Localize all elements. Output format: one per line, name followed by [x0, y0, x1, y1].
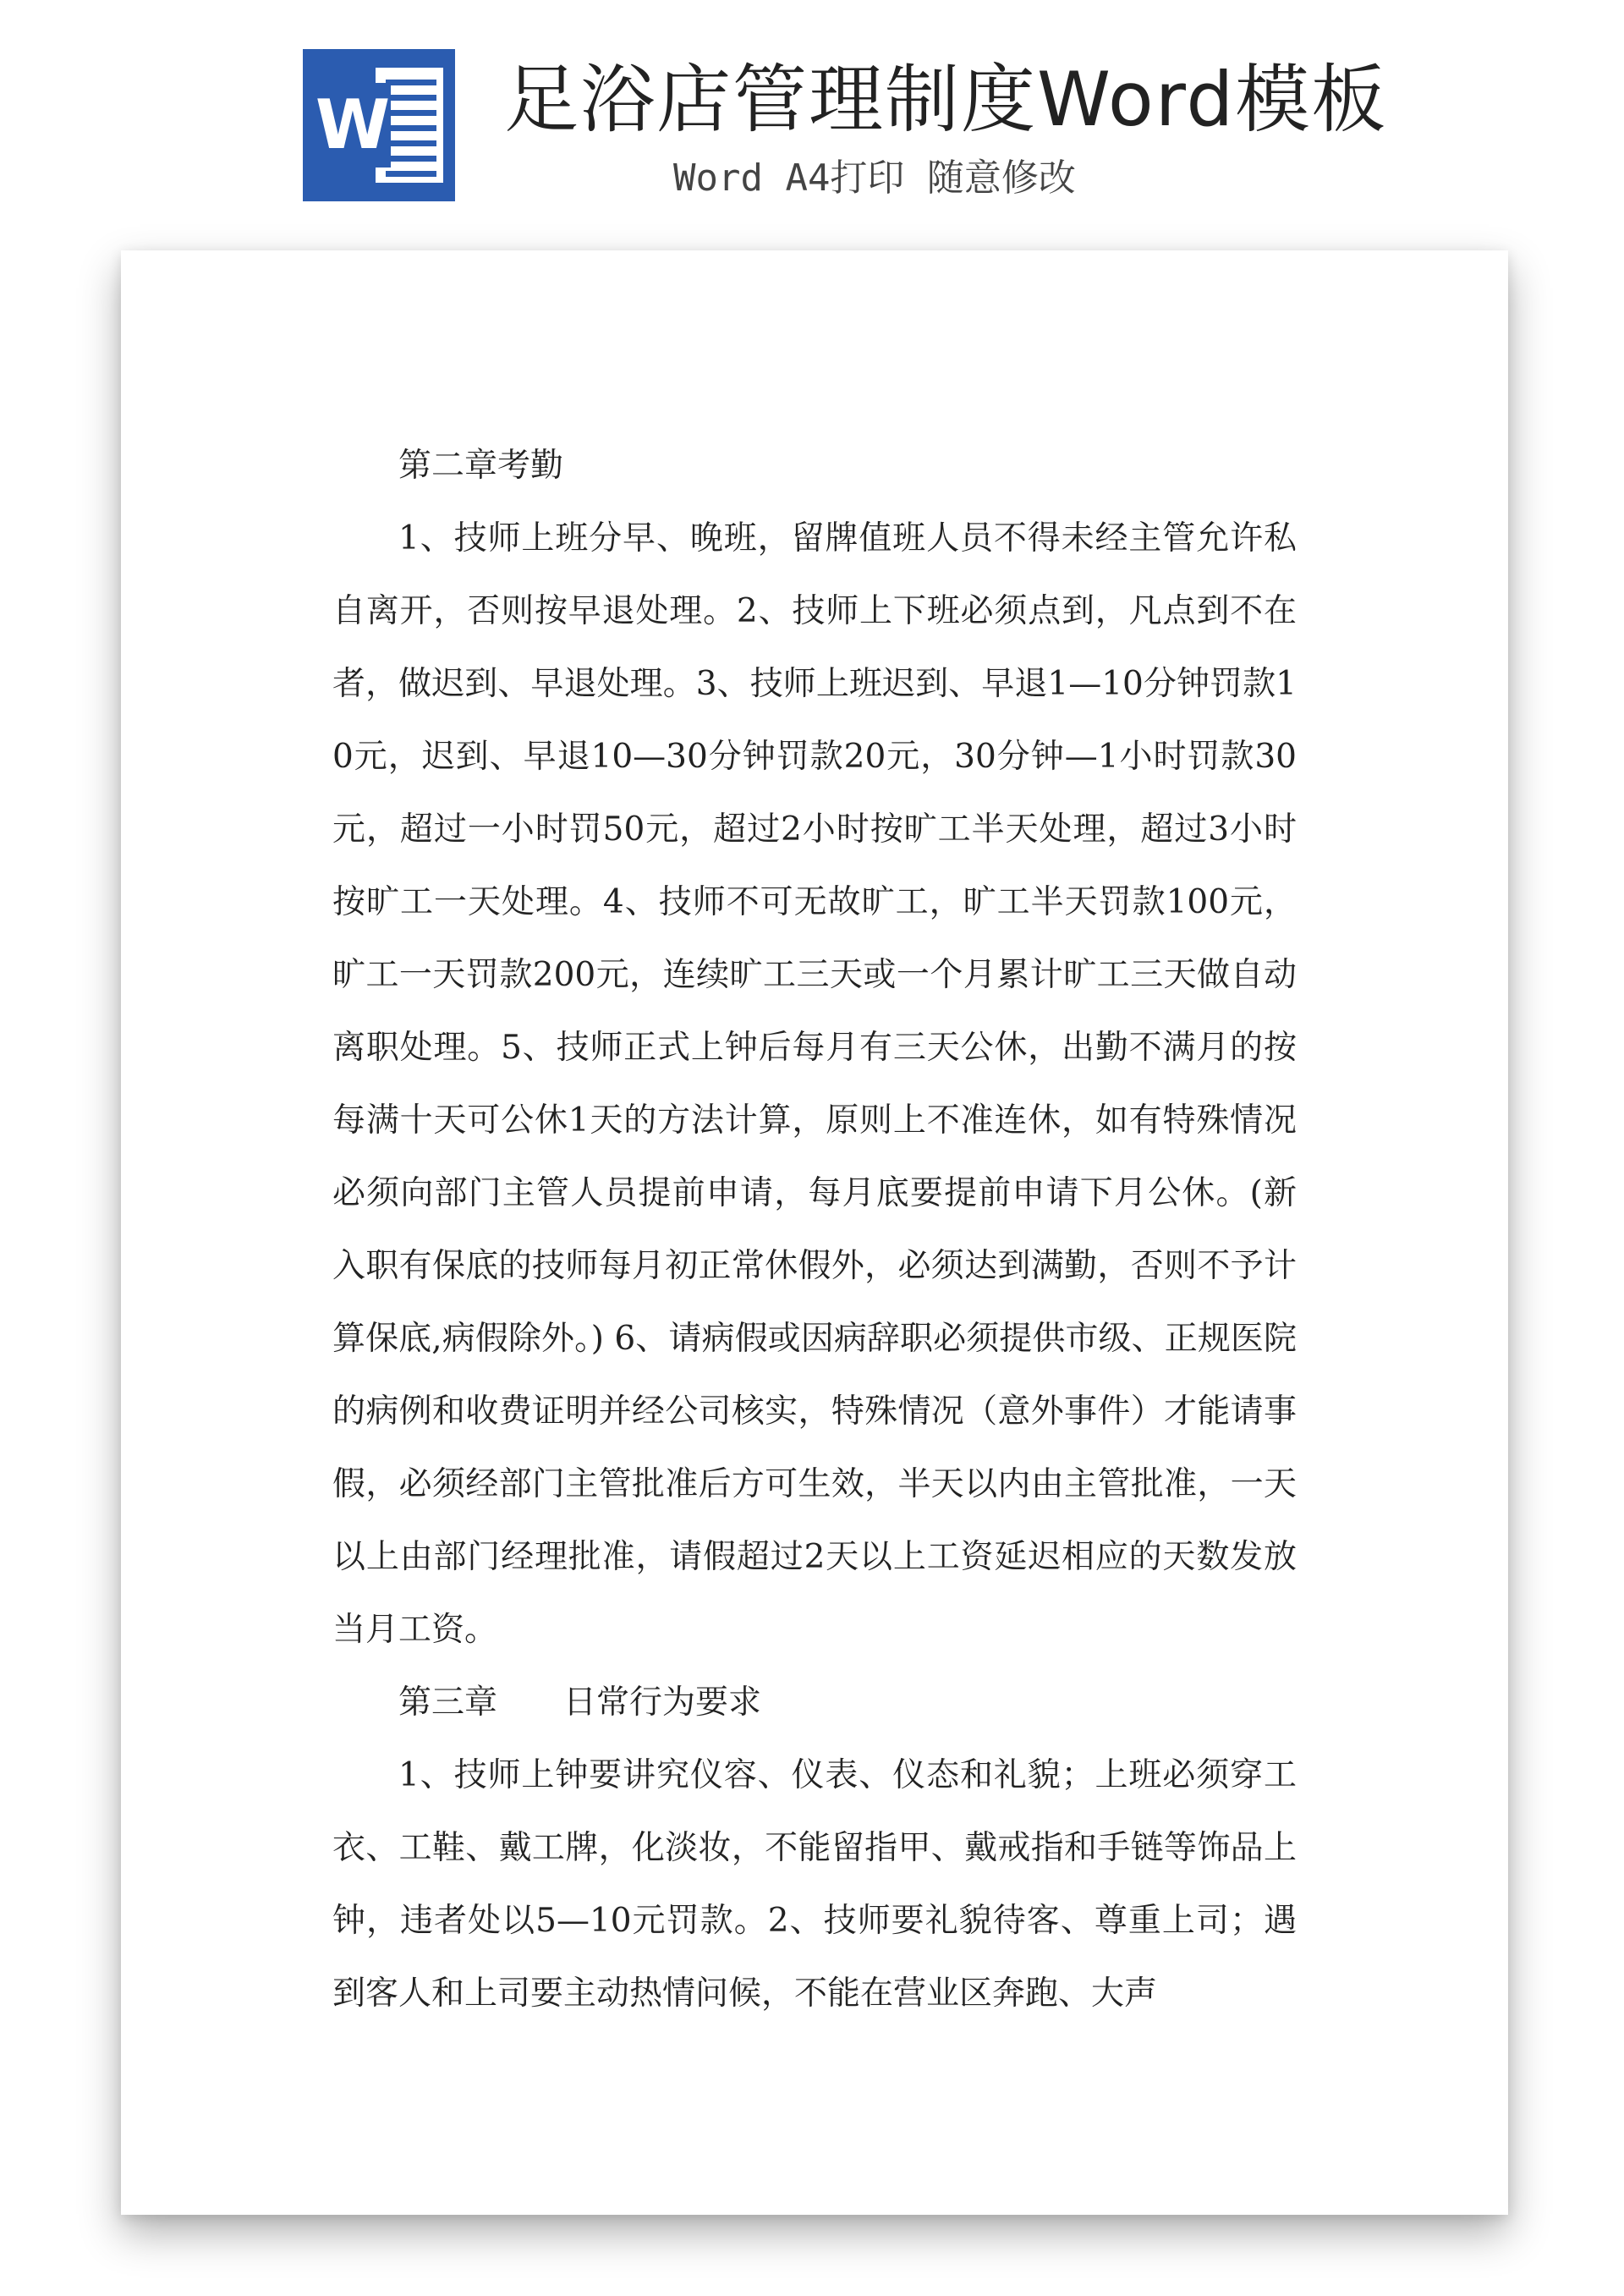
banner-title: 足浴店管理制度Word模板: [504, 56, 1388, 143]
document-body: [332, 430, 1297, 2030]
body-paragraph-attendance: 1、技师上班分早、晚班，留牌值班人员不得未经主管允许私自离开，否则按早退处理。2、技师上下班必须点到，凡点到不在者，做迟到、早退处理。3、技师上班迟到、早退1—10分钟罚款10元，迟到、早退10—30分钟罚款20元，30分钟—1小时罚款30元，超过一小时罚50元，超过2小时按旷工半天处理，超过3小时按旷工一天处理。4、技师不可无故旷工，旷工半天罚款100元，旷工一天罚款200元，连续旷工三天或一个月累计旷工三天做自动离职处理。5、技师正式上钟后每月有三天公休，出勤不满月的按每满十天可公休1天的方法计算，原则上不准连休，如有特殊情况必须向部门主管人员提前申请，每月底要提前申请下月公休。(新入职有保底的技师每月初正常休假外，必须达到满勤，否则不予计算保底,病假除外。) 6、请病假或因病辞职必须提供市级、正规医院的病例和收费证明并经公司核实，特殊情况（意外事件）才能请事假，必须经部门主管批准后方可生效，半天以内由主管批准，一天以上由部门经理批准，请假超过2天以上工资延迟相应的天数发放当月工资。: [332, 519, 1297, 1649]
template-banner: [0, 0, 1624, 228]
chapter-heading-daily-conduct: 第三章 日常行为要求: [398, 1684, 762, 1722]
banner-subtitle: Word A4打印 随意修改: [673, 157, 1076, 200]
chapter-heading-attendance: 第二章考勤: [398, 447, 564, 485]
word-document-icon: [303, 49, 455, 201]
word-logo-letter: W: [315, 83, 391, 168]
document-page: [121, 250, 1508, 2215]
body-paragraph-daily-conduct: 1、技师上钟要讲究仪容、仪表、仪态和礼貌；上班必须穿工衣、工鞋、戴工牌，化淡妆，不能留指甲、戴戒指和手链等饰品上钟，违者处以5—10元罚款。2、技师要礼貌待客、尊重上司；遇到客人和上司要主动热情问候，不能在营业区奔跑、大声: [332, 1756, 1297, 2013]
